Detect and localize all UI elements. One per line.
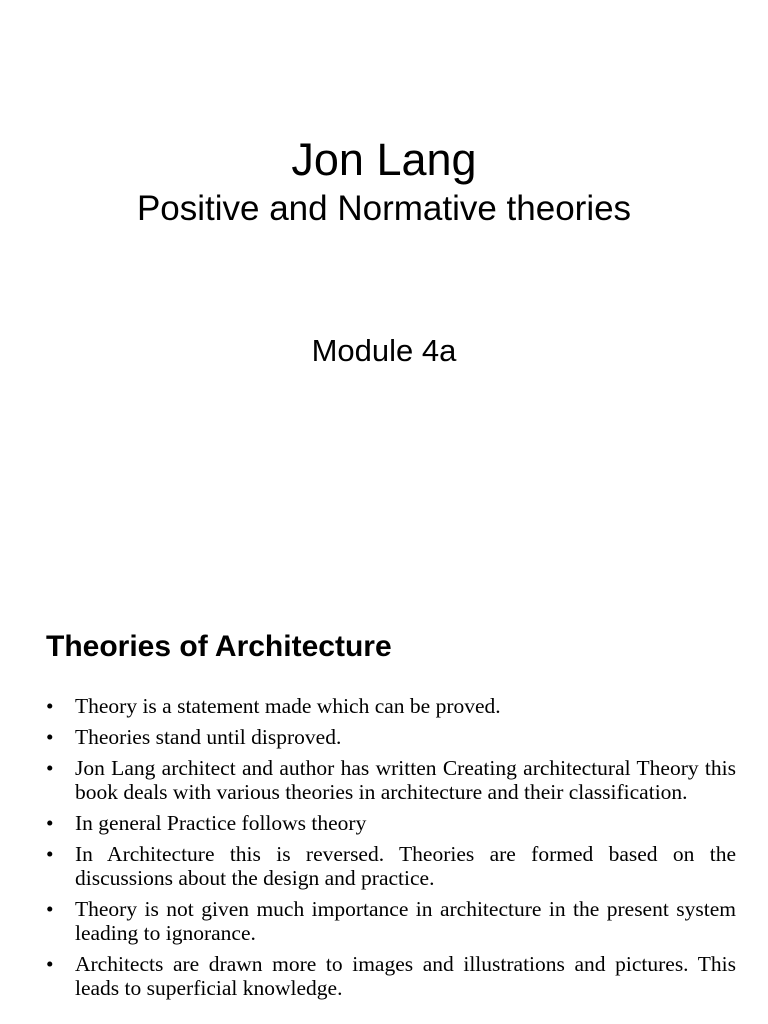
bullet-item — [46, 842, 736, 890]
bullet-icon: • — [46, 756, 54, 780]
subtitle-heading: Positive and Normative theories — [136, 189, 632, 228]
bullet-icon: • — [46, 811, 54, 835]
bullet-text: Architects are drawn more to images and illustrations and pictures. This leads to superficial knowledge. — [75, 952, 736, 1000]
bullet-icon: • — [46, 842, 54, 866]
bullet-list — [46, 694, 736, 1007]
bullet-text: Jon Lang architect and author has written Creating architectural Theory this book deals with various theories in architecture and their classification. — [75, 756, 736, 804]
bullet-text: Theories stand until disproved. — [75, 725, 342, 749]
bullet-item — [46, 694, 736, 718]
module-label: Module 4a — [311, 333, 457, 368]
bullet-text: In general Practice follows theory — [75, 811, 367, 835]
bullet-item — [46, 725, 736, 749]
author-heading: Jon Lang — [291, 134, 477, 185]
bullet-text: Theory is not given much importance in architecture in the present system leading to ignorance. — [75, 897, 736, 945]
bullet-item — [46, 756, 736, 804]
bullet-icon: • — [46, 897, 54, 921]
slide-title: Theories of Architecture — [46, 630, 392, 663]
bullet-icon: • — [46, 725, 54, 749]
bullet-icon: • — [46, 694, 54, 718]
bullet-item — [46, 952, 736, 1000]
bullet-item — [46, 811, 736, 835]
bullet-item — [46, 897, 736, 945]
bullet-icon: • — [46, 952, 54, 976]
bullet-text: In Architecture this is reversed. Theories are formed based on the discussions about the design and practice. — [75, 842, 736, 890]
content-slide — [0, 576, 768, 1024]
bullet-text: Theory is a statement made which can be proved. — [75, 694, 501, 718]
